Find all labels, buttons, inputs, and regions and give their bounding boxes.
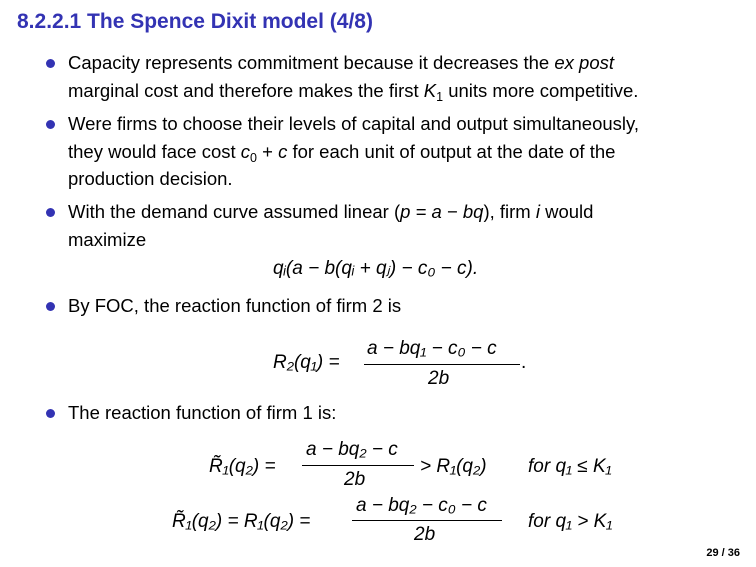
maximize-equation: qᵢ(a − b(qᵢ + qⱼ) − c₀ − c).: [273, 258, 479, 279]
r1a-lhs: R̃₁(q₂) =: [209, 456, 276, 477]
bullet-marker: [46, 120, 55, 129]
r1a-rhs: > R₁(q₂): [420, 456, 487, 477]
r2-numerator: a − bq₁ − c₀ − c: [367, 338, 497, 359]
r1b-fraction-bar: [352, 520, 502, 521]
bullet-marker: [46, 59, 55, 68]
r2-denominator: 2b: [428, 368, 450, 389]
bullet-1-line-2: marginal cost and therefore makes the first $K_1$ units more competitive.: [68, 80, 639, 104]
slide-title: 8.2.2.1 The Spence Dixit model (4/8): [17, 10, 373, 33]
page-number: 29 / 36: [706, 547, 740, 559]
bullet-3-line-1: With the demand curve assumed linear (p = a − bq), firm i would: [68, 201, 594, 222]
r1b-numerator: a − bq₂ − c₀ − c: [356, 495, 487, 516]
r2-period: .: [521, 352, 527, 373]
r1b-condition: for q₁ > K₁: [528, 511, 613, 532]
bullet-marker: [46, 409, 55, 418]
r1a-condition: for q₁ ≤ K₁: [528, 456, 612, 477]
bullet-2-line-3: production decision.: [68, 168, 233, 189]
bullet-4-line-1: By FOC, the reaction function of firm 2 is: [68, 295, 402, 316]
bullet-marker: [46, 208, 55, 217]
r2-fraction-bar: [364, 364, 520, 365]
r1b-denominator: 2b: [414, 524, 436, 545]
r2-lhs: R₂(q₁) =: [273, 352, 340, 373]
bullet-2-line-1: Were firms to choose their levels of capital and output simultaneously,: [68, 113, 640, 134]
r1a-fraction-bar: [302, 465, 414, 466]
r1b-lhs: R̃₁(q₂) = R₁(q₂) =: [172, 511, 311, 532]
bullet-marker: [46, 302, 55, 311]
bullet-1-line-1: Capacity represents commitment because it decreases the ex post: [68, 52, 615, 73]
bullet-5-line-1: The reaction function of firm 1 is:: [68, 402, 337, 423]
r1a-denominator: 2b: [344, 469, 366, 490]
bullet-2-line-2: they would face cost $c_0 + c$ for each unit of output at the date of the: [68, 141, 616, 165]
r1a-numerator: a − bq₂ − c: [306, 439, 398, 460]
bullet-3-line-2: maximize: [68, 229, 147, 250]
